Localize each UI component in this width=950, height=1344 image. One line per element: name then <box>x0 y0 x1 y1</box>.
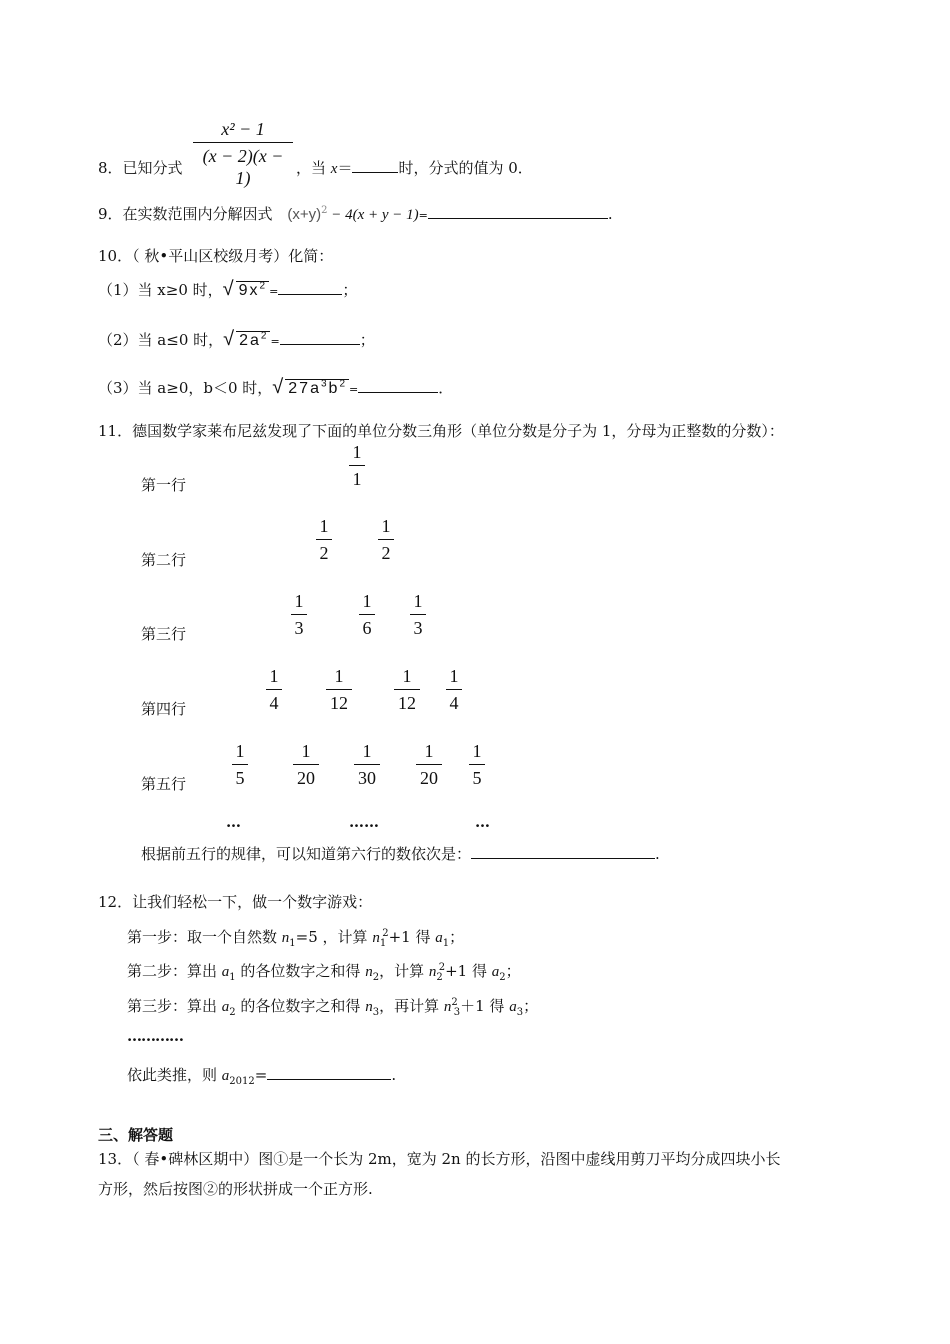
q10-title: 10．（ 秋•平山区校级月考）化简： <box>98 247 334 265</box>
q10-p3-eq: = <box>349 383 359 396</box>
q12-dots: ………… <box>127 1027 183 1045</box>
q10-p1-rad: 9x <box>238 282 260 299</box>
unit-fraction: 1 20 <box>416 740 442 789</box>
q10-p3-sup1: 3 <box>320 378 329 390</box>
q10-p3-end: ． <box>438 379 454 397</box>
unit-fraction: 1 6 <box>359 590 375 639</box>
q10-p3-label: （3）当 a≥0，b＜0 时， <box>98 379 273 397</box>
q9-expr-b: − 4(x + y − 1) <box>327 207 419 223</box>
q10-p2-label: （2）当 a≤0 时， <box>98 331 224 349</box>
q12-step3: 第三步：算出 $a_2$ 的各位数字之和得 $n_3$，再计算 $n^2_3+1$ 得 $a_3$； <box>127 997 539 1018</box>
unit-fraction: 1 12 <box>326 665 352 714</box>
row-label-1: 第一行 <box>141 476 187 494</box>
unit-fraction: 1 5 <box>469 740 485 789</box>
q13-line1: 13．（ 春•碑林区期中）图①是一个长为 2m，宽为 2n 的长方形，沿图中虚线用剪刀平均分成四块小长 <box>98 1150 781 1168</box>
row-label-2: 第二行 <box>141 551 187 569</box>
q11-answer-blank[interactable] <box>471 844 655 859</box>
q10-p2-sup: 2 <box>260 330 269 342</box>
unit-fraction: 1 3 <box>291 590 307 639</box>
q12-intro: 12．让我们轻松一下，做一个数字游戏： <box>98 893 373 911</box>
sqrt-27a3b2: √ $27a^3b^2$ <box>272 376 347 398</box>
row-label-3: 第三行 <box>141 625 187 643</box>
q11-question <box>141 843 660 864</box>
q12-step1: 第一步：取一个自然数 $n_1=5$ ，计算 $n_1^2+1$ 得 $a_1$； <box>127 928 465 949</box>
q8-eq: ＝ <box>337 159 353 177</box>
q10-p1-eq: = <box>269 285 279 298</box>
q8-fraction <box>193 118 293 189</box>
q10-p2-eq: = <box>270 335 280 348</box>
q8-var: x <box>330 161 338 177</box>
unit-fraction: 1 1 <box>349 441 365 490</box>
q8-numerator: x² − 1 <box>221 119 265 139</box>
unit-fraction: 1 2 <box>378 515 394 564</box>
sqrt-9x2: √ $9x^2$ <box>222 278 268 300</box>
q12-step2: 第二步：算出 $a_1$ 的各位数字之和得 $n_2$，计算 $n_2^2+1$ 得 $a_2$； <box>127 962 521 983</box>
q10-p2-semi: ； <box>359 331 375 349</box>
ellipsis: … <box>475 813 490 831</box>
q9-expr-a: (x+y) <box>287 206 322 223</box>
q9-end: . <box>607 205 613 223</box>
unit-fraction: 1 5 <box>232 740 248 789</box>
fraction-bar <box>193 142 293 143</box>
q9-answer-blank[interactable] <box>428 204 608 219</box>
q10-part3 <box>98 376 453 399</box>
q11-question-text: 根据前五行的规律，可以知道第六行的数依次是： <box>141 845 472 863</box>
q10-p3-rad2: b <box>328 380 340 397</box>
q8-line <box>98 157 183 178</box>
q9-expr-sup: 2 <box>321 205 328 216</box>
q8-denominator: (x − 2)(x − 1) <box>202 146 284 188</box>
q10-part2 <box>98 328 375 351</box>
q9-eq: = <box>418 209 428 222</box>
q10-p3-rad: 27a <box>288 380 321 397</box>
q13-line2: 方形，然后按图②的形状拼成一个正方形. <box>98 1180 373 1198</box>
unit-fraction: 1 4 <box>446 665 462 714</box>
q8-answer-blank[interactable] <box>352 158 398 173</box>
q11-intro: 11．德国数学家莱布尼兹发现了下面的单位分数三角形（单位分数是分子为 1，分母为正整数的分数）： <box>98 422 784 440</box>
ellipsis: …… <box>349 813 379 831</box>
q12-answer-blank[interactable] <box>267 1065 391 1080</box>
q8-prefix: 8．已知分式 <box>98 159 183 177</box>
q8-mid: ，当 <box>296 159 327 177</box>
q10-part1 <box>98 278 357 301</box>
q10-p3-sup2: 2 <box>339 378 347 390</box>
q9-prefix: 9．在实数范围内分解因式 <box>98 205 273 223</box>
unit-fraction: 1 3 <box>410 590 426 639</box>
q10-p1-blank[interactable] <box>278 280 342 295</box>
unit-fraction: 1 12 <box>394 665 420 714</box>
q12-conclusion: 依此类推，则 $a_{2012}=$ . <box>127 1066 397 1087</box>
unit-fraction: 1 20 <box>293 740 319 789</box>
q10-p1-sup: 2 <box>259 280 268 292</box>
q10-p2-rad: 2a <box>239 332 261 349</box>
q10-p1-semi: ； <box>342 281 358 299</box>
row-label-5: 第五行 <box>141 775 187 793</box>
section-heading: 三、解答题 <box>98 1126 174 1144</box>
q10-p3-blank[interactable] <box>358 378 438 393</box>
row-label-4: 第四行 <box>141 700 187 718</box>
q9-line <box>98 203 613 224</box>
sqrt-2a2: √ $2a^2$ <box>223 328 269 350</box>
unit-fraction: 1 30 <box>354 740 380 789</box>
q11-end: . <box>655 845 660 863</box>
q8-tail <box>296 157 533 178</box>
unit-fraction: 1 4 <box>266 665 282 714</box>
q10-p1-label: （1）当 x≥0 时， <box>98 281 223 299</box>
unit-fraction: 1 2 <box>316 515 332 564</box>
ellipsis: … <box>226 813 241 831</box>
q10-p2-blank[interactable] <box>280 330 360 345</box>
q8-suffix: 时，分式的值为 0． <box>398 159 533 177</box>
